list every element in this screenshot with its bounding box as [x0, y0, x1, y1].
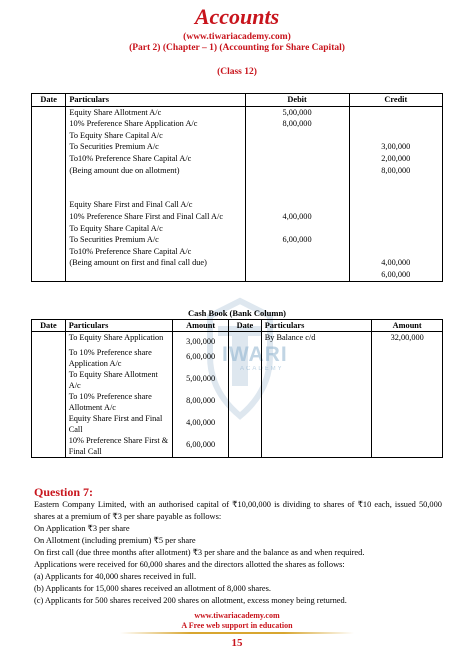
journal-cell-credit: [349, 211, 442, 223]
journal-cell-date: [32, 106, 66, 118]
journal-cell-particulars: [66, 176, 245, 188]
journal-cell-date: [32, 141, 66, 153]
cashbook-cell-date: [32, 369, 66, 391]
journal-cell-particulars: To Securities Premium A/c: [66, 141, 245, 153]
journal-cell-date: [32, 257, 66, 281]
journal-cell-debit: [245, 257, 349, 281]
journal-row: [32, 176, 443, 188]
cashbook-cell-particulars: To 10% Preference share Allotment A/c: [65, 391, 172, 413]
journal-cell-particulars: [66, 188, 245, 200]
cashbook-cell-particulars-right: [261, 347, 372, 369]
question-line: On Allotment (including premium) ₹5 per share: [34, 536, 196, 545]
journal-row: [32, 211, 443, 223]
journal-cell-date: [32, 130, 66, 142]
journal-cell-date: [32, 199, 66, 211]
journal-row: [32, 223, 443, 235]
journal-cell-credit: [349, 234, 442, 246]
journal-cell-date: [32, 118, 66, 130]
journal-cell-particulars: To Equity Share Capital A/c: [66, 130, 245, 142]
journal-cell-date: [32, 234, 66, 246]
journal-header-debit: Debit: [245, 94, 349, 107]
cashbook-cell-amount: 3,00,000: [173, 332, 229, 348]
journal-cell-credit: [349, 188, 442, 200]
journal-cell-particulars: 10% Preference Share First and Final Call A/c: [66, 211, 245, 223]
footer-divider: [120, 632, 354, 634]
cashbook-row: [32, 413, 443, 435]
cashbook-cell-particulars-right: [261, 435, 372, 458]
question-line: (c) Applicants for 500 shares received 200 shares on allotment, excess money being returned.: [34, 596, 347, 605]
journal-cell-date: [32, 246, 66, 258]
journal-cell-particulars: (Being amount due on allotment): [66, 165, 245, 177]
journal-row: [32, 118, 443, 130]
footer-tagline: A Free web support in education: [181, 621, 293, 630]
journal-cell-debit: 4,00,000: [245, 211, 349, 223]
footer-url[interactable]: www.tiwariacademy.com: [194, 611, 280, 620]
journal-cell-credit: 2,00,000: [349, 153, 442, 165]
journal-header-credit: Credit: [349, 94, 442, 107]
cashbook-header-date: Date: [32, 320, 66, 332]
journal-cell-debit: 8,00,000: [245, 118, 349, 130]
journal-cell-debit: [245, 223, 349, 235]
cashbook-row: [32, 369, 443, 391]
journal-cell-credit: [349, 176, 442, 188]
cashbook-cell-particulars: Equity Share First and Final Call: [65, 413, 172, 435]
cashbook-cell-date-right: [229, 413, 262, 435]
cashbook-cell-date-right: [229, 347, 262, 369]
cashbook-cell-date-right: [229, 369, 262, 391]
journal-cell-particulars: 10% Preference Share Application A/c: [66, 118, 245, 130]
cashbook-cell-particulars: To 10% Preference share Application A/c: [65, 347, 172, 369]
journal-cell-credit: [349, 130, 442, 142]
journal-cell-debit: [245, 141, 349, 153]
journal-cell-date: [32, 153, 66, 165]
cashbook-cell-amount-right: [372, 391, 443, 413]
cashbook-row: [32, 435, 443, 458]
cashbook-cell-date-right: [229, 391, 262, 413]
journal-row: [32, 153, 443, 165]
cashbook-cell-particulars-right: [261, 369, 372, 391]
cashbook-cell-date-right: [229, 435, 262, 458]
cashbook-table: [31, 319, 443, 458]
header-class: (Class 12): [217, 67, 257, 77]
journal-cell-credit: [349, 106, 442, 118]
journal-cell-particulars: Equity Share First and Final Call A/c: [66, 199, 245, 211]
journal-row: [32, 246, 443, 258]
cashbook-row: [32, 391, 443, 413]
cashbook-cell-amount: 6,00,000: [173, 347, 229, 369]
journal-cell-debit: [245, 176, 349, 188]
cashbook-cell-date: [32, 347, 66, 369]
cashbook-cell-particulars-right: [261, 391, 372, 413]
question-line: Applications were received for 60,000 shares and the directors allotted the shares as follows:: [34, 560, 345, 569]
journal-cell-debit: [245, 188, 349, 200]
cashbook-cell-amount-right: [372, 413, 443, 435]
journal-row: [32, 141, 443, 153]
question-line: On Application ₹3 per share: [34, 524, 130, 533]
page-title: Accounts: [194, 4, 280, 29]
cashbook-cell-amount: 5,00,000: [173, 369, 229, 391]
header-chapter: (Part 2) (Chapter – 1) (Accounting for Share Capital): [129, 43, 345, 53]
cashbook-cell-amount-right: [372, 435, 443, 458]
cashbook-row: [32, 332, 443, 348]
cashbook-cell-date-right: [229, 332, 262, 348]
header-url[interactable]: (www.tiwariacademy.com): [183, 32, 291, 42]
journal-cell-date: [32, 211, 66, 223]
cashbook-cell-particulars: To Equity Share Allotment A/c: [65, 369, 172, 391]
journal-cell-debit: [245, 165, 349, 177]
journal-row: [32, 106, 443, 118]
question-line: Eastern Company Limited, with an authorised capital of ₹10,00,000 is dividing to shares of ₹10 each, issued 50,000 shares at a premium of ₹3 per share payable as follows:: [34, 500, 442, 521]
cashbook-header-amount: Amount: [173, 320, 229, 332]
journal-cell-debit: 6,00,000: [245, 234, 349, 246]
cashbook-cell-amount-right: [372, 347, 443, 369]
cashbook-cell-date: [32, 332, 66, 348]
journal-cell-credit: [349, 223, 442, 235]
cashbook-caption: Cash Book (Bank Column): [187, 308, 286, 318]
cashbook-header-amount-right: Amount: [372, 320, 443, 332]
question-line: (a) Applicants for 40,000 shares received in full.: [34, 572, 197, 581]
journal-cell-particulars: To10% Preference Share Capital A/c: [66, 153, 245, 165]
journal-cell-particulars: Equity Share Allotment A/c: [66, 106, 245, 118]
journal-header-particulars: Particulars: [66, 94, 245, 107]
journal-cell-date: [32, 165, 66, 177]
cashbook-header-particulars-right: Particulars: [261, 320, 372, 332]
journal-cell-particulars: To Equity Share Capital A/c: [66, 223, 245, 235]
cashbook-cell-particulars: To Equity Share Application: [65, 332, 172, 348]
journal-row: [32, 199, 443, 211]
journal-cell-debit: [245, 246, 349, 258]
journal-cell-debit: 5,00,000: [245, 106, 349, 118]
journal-cell-credit: 3,00,000: [349, 141, 442, 153]
journal-cell-credit: [349, 246, 442, 258]
cashbook-cell-particulars: 10% Preference Share First & Final Call: [65, 435, 172, 458]
cashbook-cell-amount: 8,00,000: [173, 391, 229, 413]
cashbook-cell-amount: 4,00,000: [173, 413, 229, 435]
journal-cell-debit: [245, 153, 349, 165]
cashbook-row: [32, 347, 443, 369]
journal-cell-particulars: (Being amount on first and final call due): [66, 257, 245, 281]
question-body: [34, 499, 442, 607]
journal-cell-debit: [245, 199, 349, 211]
watermark-brand: IWARI: [222, 343, 288, 366]
question-label: Question 7:: [34, 485, 94, 499]
cashbook-cell-amount: 6,00,000: [173, 435, 229, 458]
journal-cell-credit: 8,00,000: [349, 165, 442, 177]
watermark-sub: ACADEMY: [240, 366, 284, 372]
journal-cell-date: [32, 223, 66, 235]
question-line: On first call (due three months after allotment) ₹3 per share and the balance as and when required.: [34, 548, 365, 557]
cashbook-cell-date: [32, 435, 66, 458]
journal-cell-particulars: To Securities Premium A/c: [66, 234, 245, 246]
journal-cell-credit: 4,00,000 6,00,000: [349, 257, 442, 281]
cashbook-cell-amount-right: 32,00,000: [372, 332, 443, 348]
journal-row: [32, 130, 443, 142]
journal-cell-date: [32, 176, 66, 188]
journal-cell-date: [32, 188, 66, 200]
journal-table: [31, 93, 443, 282]
question-line: (b) Applicants for 15,000 shares received an allotment of 8,000 shares.: [34, 584, 271, 593]
cashbook-cell-particulars-right: By Balance c/d: [261, 332, 372, 348]
cashbook-header-date-right: Date: [229, 320, 262, 332]
journal-row: [32, 188, 443, 200]
journal-cell-debit: [245, 130, 349, 142]
journal-row: [32, 234, 443, 246]
journal-row: [32, 257, 443, 281]
cashbook-cell-date: [32, 413, 66, 435]
journal-row: [32, 165, 443, 177]
cashbook-cell-date: [32, 391, 66, 413]
journal-cell-credit: [349, 118, 442, 130]
journal-header-date: Date: [32, 94, 66, 107]
cashbook-header-particulars: Particulars: [65, 320, 172, 332]
page-number: 15: [231, 637, 243, 649]
journal-cell-credit: [349, 199, 442, 211]
journal-cell-particulars: To10% Preference Share Capital A/c: [66, 246, 245, 258]
cashbook-cell-amount-right: [372, 369, 443, 391]
cashbook-cell-particulars-right: [261, 413, 372, 435]
